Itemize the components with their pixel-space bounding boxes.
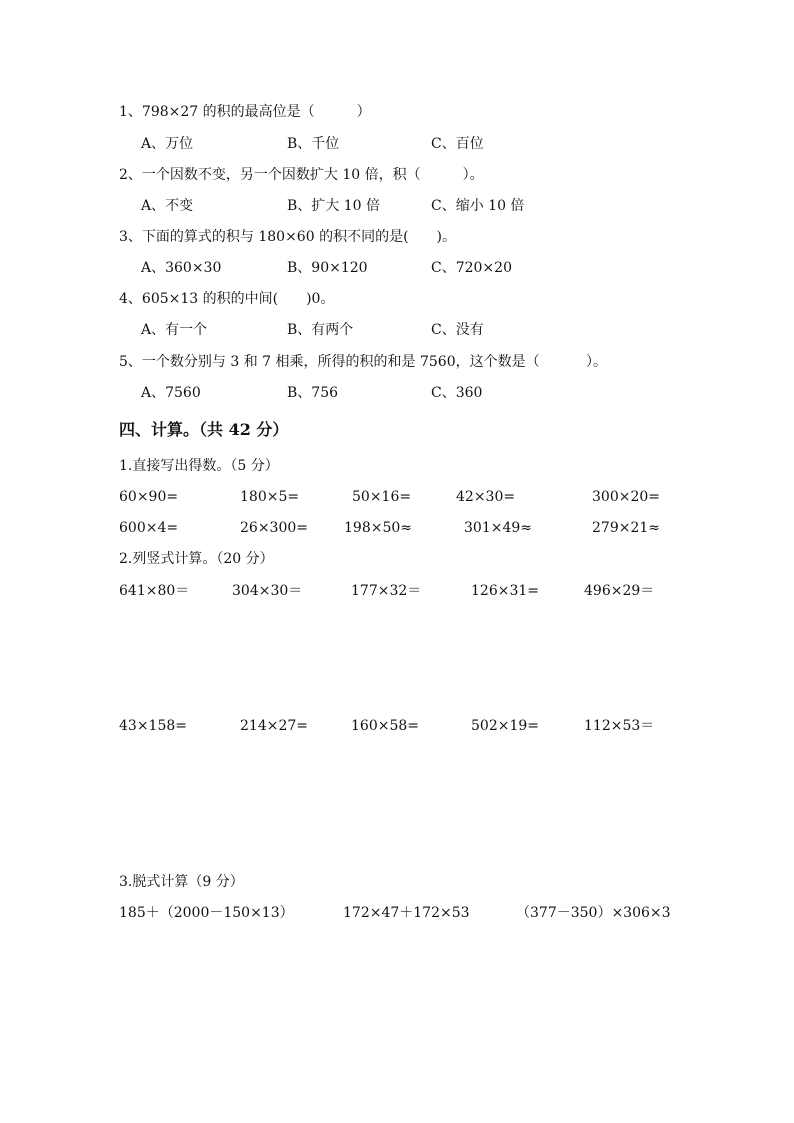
part-2-title: 2.列竖式计算。（20 分） [119, 551, 274, 567]
question-5-stem: 5、一个数分别与 3 和 7 相乘，所得的积的和是 7560，这个数是（ ）。 [119, 354, 608, 370]
vertical-calc-item: 112×53＝ [584, 718, 655, 734]
question-1-option-a: A、万位 [141, 136, 194, 152]
question-1-option-b: B、千位 [287, 136, 340, 152]
oral-calc-item: 26×300= [240, 520, 308, 536]
question-2-option-c: C、缩小 10 倍 [431, 198, 525, 214]
oral-calc-item: 60×90= [119, 489, 179, 505]
question-1-option-c: C、百位 [431, 136, 484, 152]
question-2-option-a: A、不变 [141, 198, 194, 214]
vertical-calc-item: 160×58= [351, 718, 419, 734]
question-3-stem: 3、下面的算式的积与 180×60 的积不同的是( )。 [119, 229, 456, 245]
step-calc-item: 185＋（2000－150×13） [119, 905, 294, 921]
step-calc-item: （377－350）×306×3 [516, 905, 671, 921]
oral-calc-item: 279×21≈ [592, 520, 660, 536]
vertical-calc-item: 126×31= [471, 583, 539, 599]
question-4-option-a: A、有一个 [141, 322, 208, 338]
question-4-option-b: B、有两个 [287, 322, 354, 338]
question-4-option-c: C、没有 [431, 322, 484, 338]
question-4-stem: 4、605×13 的积的中间( )0。 [119, 291, 335, 307]
question-5-option-c: C、360 [431, 385, 483, 401]
vertical-calc-item: 177×32＝ [351, 583, 422, 599]
vertical-calc-item: 502×19= [471, 718, 539, 734]
question-2-stem: 2、一个因数不变，另一个因数扩大 10 倍，积（ ）。 [119, 167, 484, 183]
oral-calc-item: 600×4= [119, 520, 179, 536]
vertical-calc-item: 641×80＝ [119, 583, 190, 599]
vertical-calc-item: 43×158= [119, 718, 187, 734]
oral-calc-item: 301×49≈ [464, 520, 532, 536]
question-5-option-a: A、7560 [141, 385, 201, 401]
question-2-option-b: B、扩大 10 倍 [287, 198, 381, 214]
oral-calc-item: 300×20= [592, 489, 660, 505]
question-3-option-c: C、720×20 [431, 260, 512, 276]
oral-calc-item: 42×30= [456, 489, 516, 505]
oral-calc-item: 180×5= [240, 489, 300, 505]
step-calc-item: 172×47＋172×53 [343, 905, 470, 921]
question-3-option-a: A、360×30 [141, 260, 222, 276]
question-5-option-b: B、756 [287, 385, 339, 401]
question-1-stem: 1、798×27 的积的最高位是（ ） [119, 104, 371, 120]
oral-calc-item: 198×50≈ [344, 520, 412, 536]
vertical-calc-item: 214×27= [240, 718, 308, 734]
section-4-heading: 四、计算。（共 42 分） [119, 420, 289, 439]
vertical-calc-item: 304×30＝ [232, 583, 303, 599]
vertical-calc-item: 496×29＝ [584, 583, 655, 599]
part-1-title: 1.直接写出得数。（5 分） [119, 458, 279, 474]
question-3-option-b: B、90×120 [287, 260, 368, 276]
part-3-title: 3.脱式计算（9 分） [119, 874, 244, 890]
oral-calc-item: 50×16= [352, 489, 412, 505]
